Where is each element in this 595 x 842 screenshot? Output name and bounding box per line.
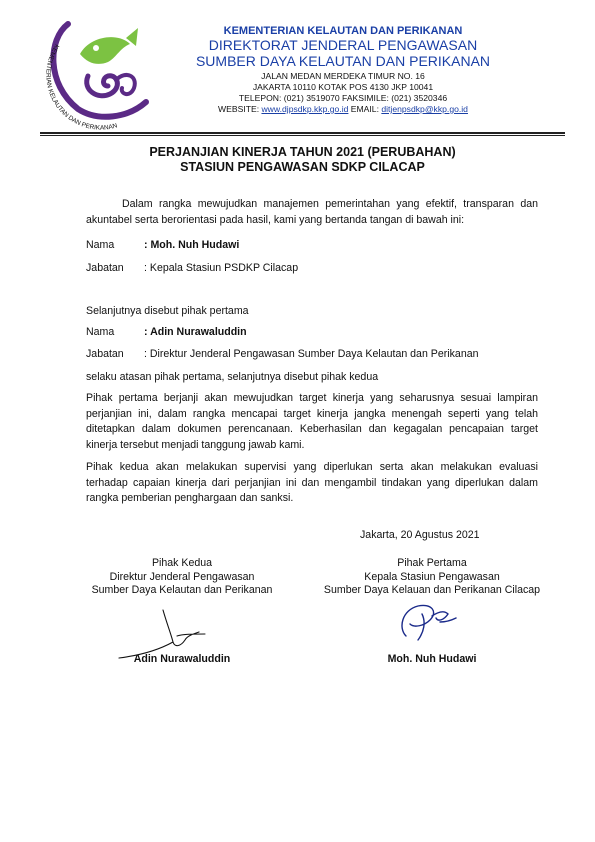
sig-right-signature	[392, 598, 462, 648]
party1-position-label: Jabatan	[86, 262, 124, 274]
sig-right-title-line2: Sumber Daya Kelauan dan Perikanan Cilacap	[323, 584, 541, 596]
contact-line	[188, 104, 498, 115]
sig-left-role: Pihak Kedua	[151, 557, 213, 569]
party2-position-value: : Direktur Jenderal Pengawasan Sumber Daya Kelautan dan Perikanan	[144, 348, 479, 360]
party1-name-row	[86, 238, 239, 252]
party2-designation: selaku atasan pihak pertama, selanjutnya disebut pihak kedua	[86, 371, 379, 383]
place-date: Jakarta, 20 Agustus 2021	[360, 529, 480, 541]
phone-line: TELEPON: (021) 3519070 FAKSIMILE: (021) 3520346	[238, 93, 448, 103]
website-label: WEBSITE:	[218, 104, 262, 114]
body-paragraph-2: Pihak kedua akan melakukan supervisi yang diperlukan serta akan melakukan evaluasi terhadap capaian kinerja dari perjanjian ini dan mengambil tindakan yang diperlukan dalam rangka pemberian penghargaan dan sanksi.	[86, 461, 538, 504]
header-rule-thick	[40, 132, 565, 134]
logo-fish-body	[80, 37, 130, 64]
sig-left-title-line2: Sumber Daya Kelautan dan Perikanan	[91, 584, 273, 596]
party2-name-label: Nama	[86, 326, 115, 338]
party1-name-value: : Moh. Nuh Hudawi	[144, 239, 240, 251]
email-label: EMAIL:	[348, 104, 382, 114]
sig-right-title-line1: Kepala Stasiun Pengawasan	[364, 571, 500, 583]
logo-inner-swirl	[87, 76, 118, 96]
email-link[interactable]: ditjenpsdkp@kkp.go.id	[381, 104, 468, 114]
party2-name-value: : Adin Nurawaluddin	[144, 326, 247, 338]
website-link[interactable]: www.djpsdkp.kkp.go.id	[261, 104, 349, 114]
party2-position-row	[86, 347, 479, 361]
ministry-logo	[38, 14, 158, 132]
party2-position-label: Jabatan	[86, 348, 124, 360]
document-title-line2: STASIUN PENGAWASAN SDKP CILACAP	[180, 160, 425, 174]
header-rule-thin	[40, 135, 565, 136]
body-paragraph-1: Pihak pertama berjanji akan mewujudkan target kinerja yang seharusnya sesuai lampiran perjanjian ini, dalam rangka mencapai target kinerja jangka menengah seperti yang telah ditetapkan dalam dokumen perencanaan. Keberhasilan dan kegagalan pencapaian target kinerja tersebut menjadi tanggung jawab kami.	[86, 392, 538, 451]
sig-right-role: Pihak Pertama	[397, 557, 467, 569]
party1-name-label: Nama	[86, 239, 115, 251]
intro-paragraph: Dalam rangka mewujudkan manajemen pemerintahan yang efektif, transparan dan akuntabel serta berorientasi pada hasil, kami yang bertanda tangan di bawah ini:	[86, 198, 538, 226]
sig-left-title-line1: Direktur Jenderal Pengawasan	[109, 571, 255, 583]
party1-position-row	[86, 261, 298, 275]
sig-left-name: Adin Nurawaluddin	[133, 653, 231, 665]
address-line1: JALAN MEDAN MERDEKA TIMUR NO. 16	[261, 71, 425, 81]
directorate-line2: SUMBER DAYA KELAUTAN DAN PERIKANAN	[195, 53, 491, 69]
party1-designation: Selanjutnya disebut pihak pertama	[86, 305, 249, 317]
ministry-name: KEMENTERIAN KELAUTAN DAN PERIKANAN	[223, 25, 463, 37]
sig-right-name: Moh. Nuh Hudawi	[387, 653, 477, 665]
logo-arc-text: KEMENTERIAN KELAUTAN DAN PERIKANAN	[44, 42, 119, 132]
logo-fish-eye	[93, 45, 99, 51]
party1-position-value: : Kepala Stasiun PSDKP Cilacap	[144, 262, 299, 274]
party2-name-row	[86, 325, 247, 339]
address-line2: JAKARTA 10110 KOTAK POS 4130 JKP 10041	[252, 82, 434, 92]
directorate-line1: DIREKTORAT JENDERAL PENGAWASAN	[208, 37, 478, 53]
document-title-line1: PERJANJIAN KINERJA TAHUN 2021 (PERUBAHAN)	[149, 145, 456, 159]
